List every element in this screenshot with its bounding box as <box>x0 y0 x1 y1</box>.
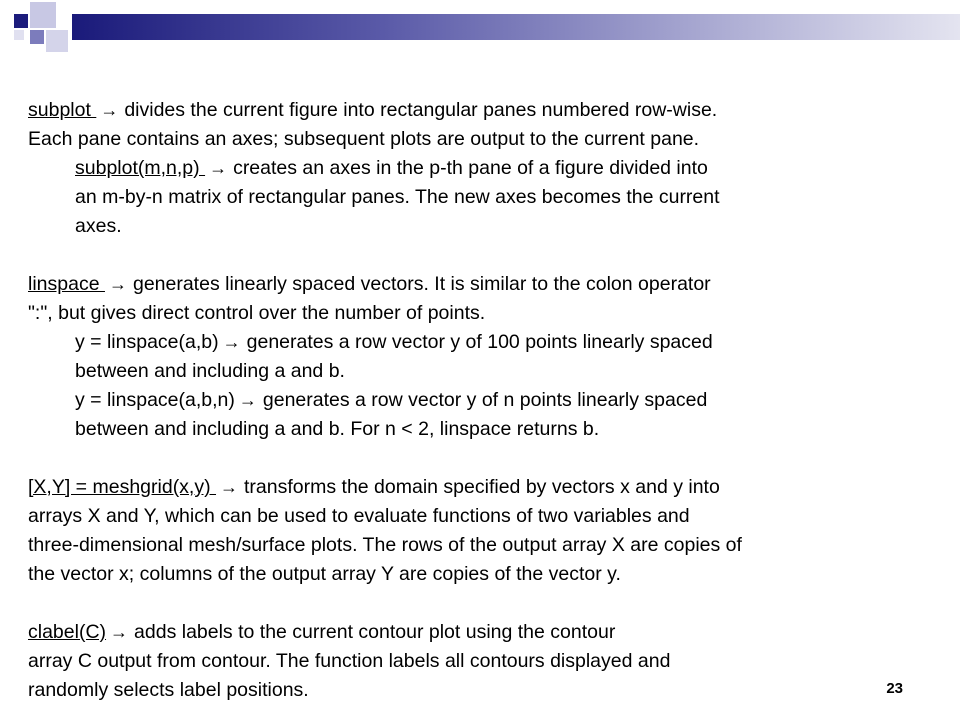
text-line <box>28 676 928 705</box>
line-text: the vector x; columns of the output array Y are copies of the vector y. <box>28 563 621 585</box>
text-line <box>28 502 928 531</box>
line-text: array C output from contour. The function labels all contours displayed and <box>28 650 671 672</box>
function-term: [X,Y] = meshgrid(x,y) <box>28 476 217 498</box>
arrow-right-icon: → <box>110 622 129 642</box>
header-square-pale <box>46 30 68 52</box>
text-line <box>28 96 928 125</box>
line-text: generates a row vector y of 100 points linearly spaced <box>246 331 713 353</box>
text-line <box>28 386 928 415</box>
section-gap <box>28 241 928 270</box>
arrow-right-icon: → <box>108 274 127 294</box>
text-line <box>28 531 928 560</box>
section-gap <box>28 589 928 618</box>
text-line <box>28 125 928 154</box>
arrow-right-icon: → <box>222 332 241 352</box>
arrow-right-icon: → <box>220 477 239 497</box>
line-text: between and including a and b. For n < 2, linspace returns b. <box>75 418 600 440</box>
line-text: adds labels to the current contour plot using the contour <box>134 621 616 643</box>
line-text: generates a row vector y of n points linearly spaced <box>262 389 708 411</box>
line-text: ":", but gives direct control over the number of points. <box>28 302 486 324</box>
function-term: linspace <box>28 273 105 295</box>
text-line <box>28 473 928 502</box>
slide-content <box>28 96 928 705</box>
line-text: randomly selects label positions. <box>28 679 309 701</box>
arrow-right-icon: → <box>209 158 228 178</box>
text-line <box>28 183 928 212</box>
text-line <box>28 328 928 357</box>
text-line <box>28 357 928 386</box>
text-line <box>28 415 928 444</box>
line-text: creates an axes in the p-th pane of a figure divided into <box>233 157 708 179</box>
line-text: arrays X and Y, which can be used to evaluate functions of two variables and <box>28 505 690 527</box>
header-square-light <box>30 2 56 28</box>
text-line <box>28 154 928 183</box>
line-text: generates linearly spaced vectors. It is similar to the colon operator <box>132 273 711 295</box>
header-square-small <box>14 30 24 40</box>
text-line <box>28 560 928 589</box>
text-line <box>28 299 928 328</box>
syntax-term: y = linspace(a,b) <box>75 331 219 353</box>
function-term: subplot(m,n,p) <box>75 157 206 179</box>
header-gradient-bar <box>72 14 960 40</box>
text-line <box>28 212 928 241</box>
line-text: divides the current figure into rectangular panes numbered row-wise. <box>124 99 718 121</box>
text-line <box>28 270 928 299</box>
line-text: between and including a and b. <box>75 360 345 382</box>
page-number: 23 <box>886 680 903 697</box>
header-square-mid <box>30 30 44 44</box>
line-text: axes. <box>75 215 122 237</box>
line-text: three-dimensional mesh/surface plots. The rows of the output array X are copies of <box>28 534 742 556</box>
line-text: an m-by-n matrix of rectangular panes. The new axes becomes the current <box>75 186 720 208</box>
line-text: Each pane contains an axes; subsequent plots are output to the current pane. <box>28 128 700 150</box>
text-line <box>28 618 928 647</box>
syntax-term: y = linspace(a,b,n) <box>75 389 235 411</box>
function-term: subplot <box>28 99 97 121</box>
header-square-navy <box>14 14 28 28</box>
line-text: transforms the domain specified by vectors x and y into <box>244 476 720 498</box>
text-line <box>28 647 928 676</box>
section-gap <box>28 444 928 473</box>
arrow-right-icon: → <box>100 100 119 120</box>
arrow-right-icon: → <box>238 390 257 410</box>
function-term: clabel(C) <box>28 621 107 643</box>
